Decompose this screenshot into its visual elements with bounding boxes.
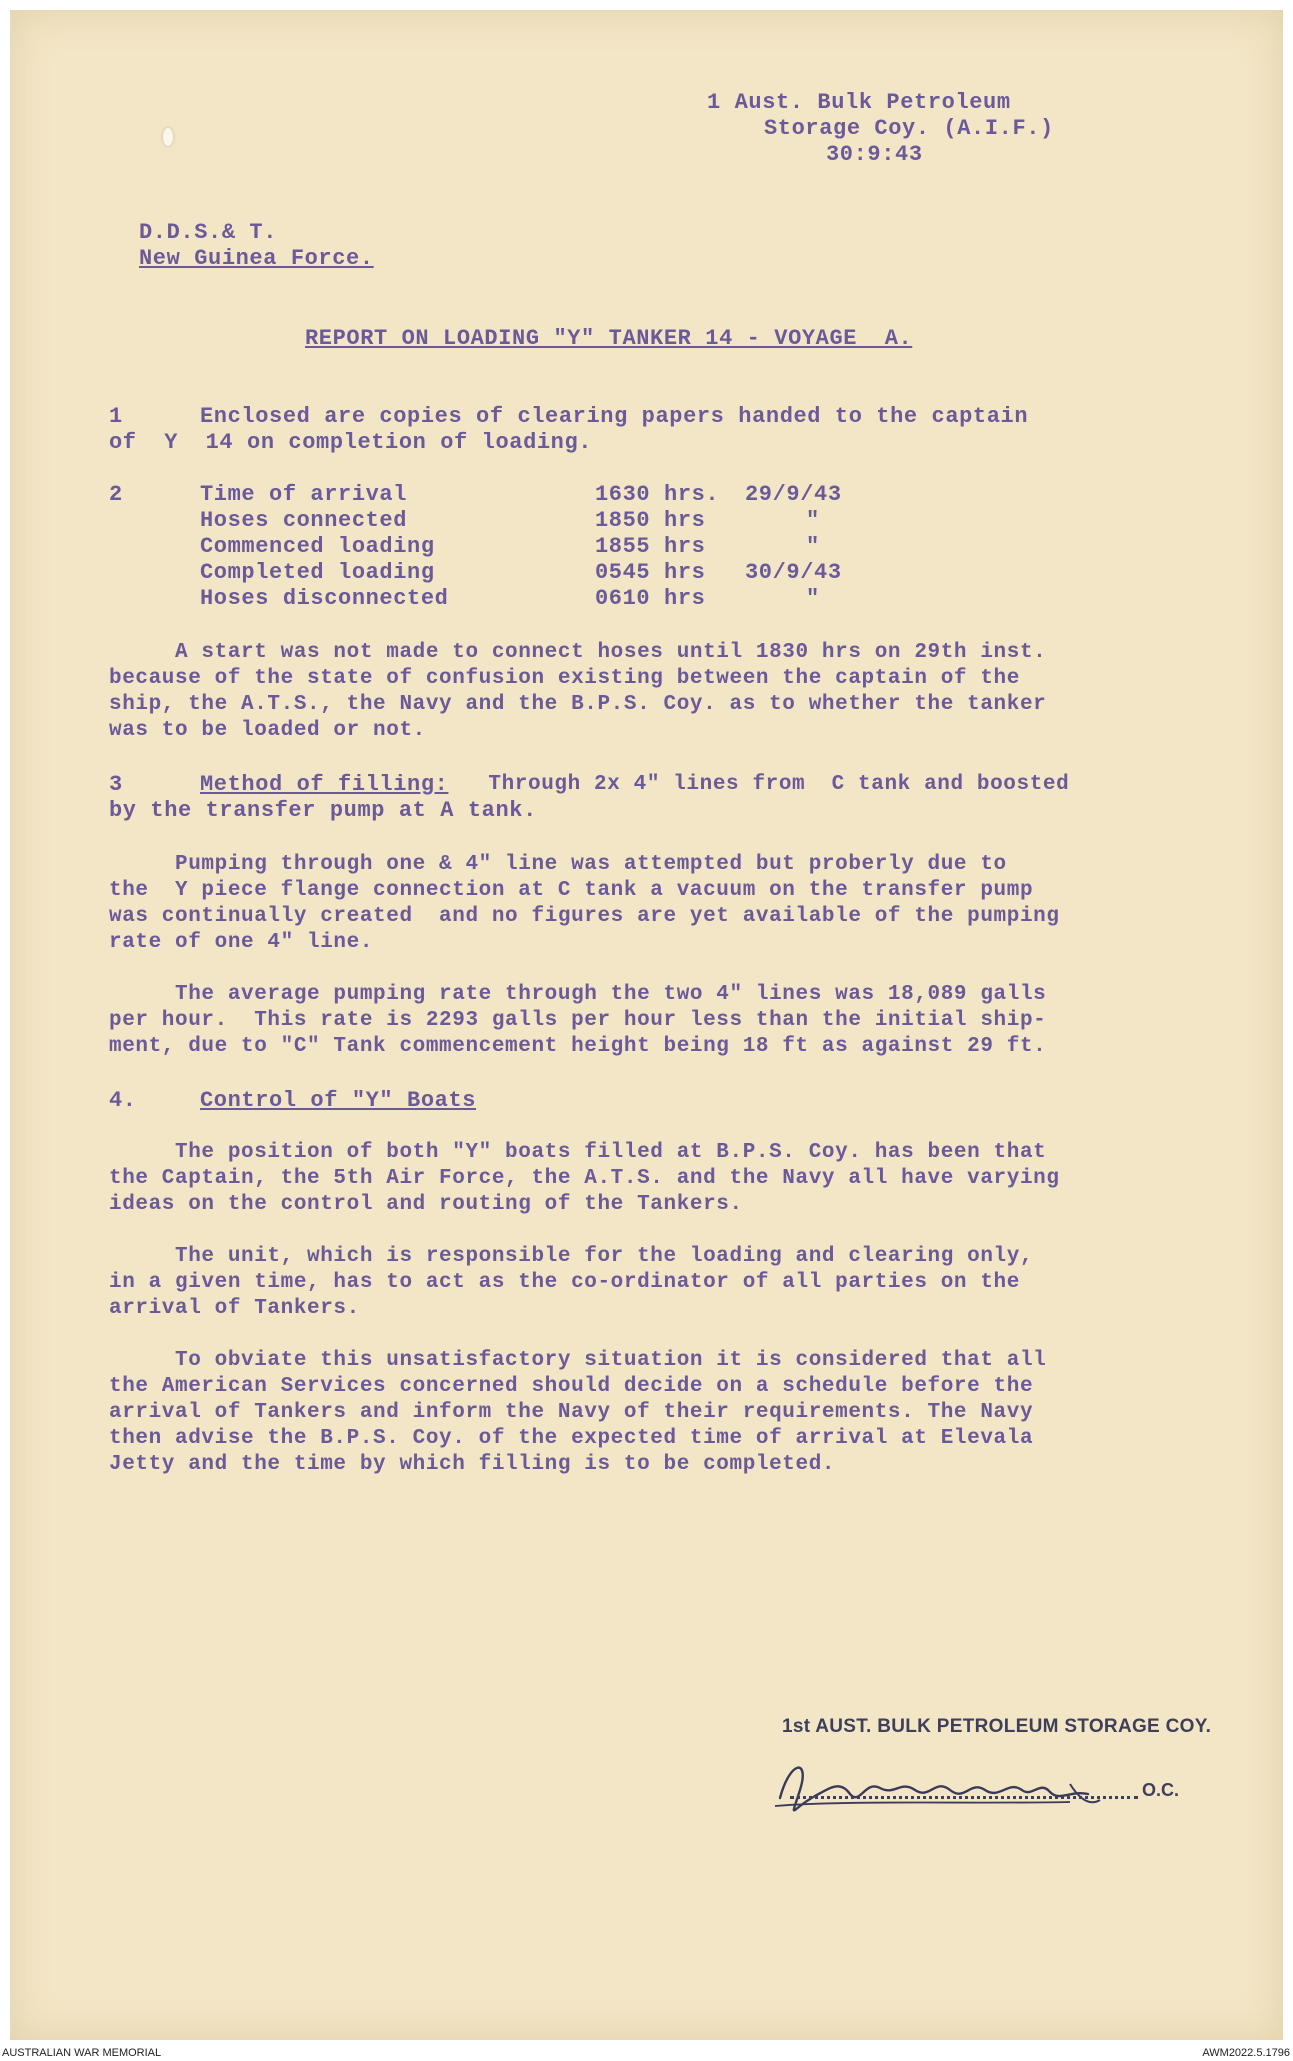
recipient-line-2: New Guinea Force. <box>139 246 374 271</box>
signature-dotted-line <box>790 1796 1138 1799</box>
section-3-heading-rest: Through 2x 4" lines from C tank and boosted <box>462 773 1070 796</box>
section-4-para-3-line: arrival of Tankers and inform the Navy of their requirements. The Navy <box>109 1401 1034 1424</box>
section-4-heading: Control of "Y" Boats <box>200 1088 477 1113</box>
punch-hole <box>163 128 173 146</box>
section-4-para-2-line: arrival of Tankers. <box>109 1297 360 1320</box>
table-row-date: " <box>806 534 820 559</box>
table-row-label: Hoses disconnected <box>200 586 449 611</box>
section-3-para-1-line: rate of one 4" line. <box>109 931 374 954</box>
table-row-label: Completed loading <box>200 560 435 585</box>
unit-stamp: 1st AUST. BULK PETROLEUM STORAGE COY. <box>782 1716 1212 1737</box>
section-2-note-line: A start was not made to connect hoses until 1830 hrs on 29th inst. <box>109 641 1047 664</box>
table-row-date: " <box>806 508 820 533</box>
table-row-date: 30/9/43 <box>745 560 842 585</box>
section-4-para-3-line: To obviate this unsatisfactory situation it is considered that all <box>109 1349 1047 1372</box>
section-3-line-2: by the transfer pump at A tank. <box>109 798 537 823</box>
sender-date: 30:9:43 <box>826 142 923 167</box>
sender-line-1: 1 Aust. Bulk Petroleum <box>707 90 1011 115</box>
section-2-note-line: was to be loaded or not. <box>109 719 426 742</box>
report-title: REPORT ON LOADING "Y" TANKER 14 - VOYAGE A. <box>305 326 913 351</box>
section-1-number: 1 <box>109 404 123 429</box>
table-row-label: Commenced loading <box>200 534 435 559</box>
section-4-para-1-line: ideas on the control and routing of the Tankers. <box>109 1193 743 1216</box>
table-row-time: 1850 hrs <box>595 508 706 533</box>
section-2-note-line: ship, the A.T.S., the Navy and the B.P.S. Coy. as to whether the tanker <box>109 693 1047 716</box>
section-1-line-2: of Y 14 on completion of loading. <box>109 430 593 455</box>
table-row-time: 1855 hrs <box>595 534 706 559</box>
table-row-label: Hoses connected <box>200 508 408 533</box>
section-4-para-3-line: the American Services concerned should decide on a schedule before the <box>109 1375 1034 1398</box>
recipient-line-1: D.D.S.& T. <box>139 220 278 245</box>
footer-right: AWM2022.5.1796 <box>1202 2047 1290 2059</box>
section-4-para-3-line: Jetty and the time by which filling is to be completed. <box>109 1453 836 1476</box>
section-4-para-1-line: The position of both "Y" boats filled at B.P.S. Coy. has been that <box>109 1141 1047 1164</box>
section-4-para-3-line: then advise the B.P.S. Coy. of the expected time of arrival at Elevala <box>109 1427 1034 1450</box>
table-row-time: 0545 hrs <box>595 560 706 585</box>
section-4-para-1-line: the Captain, the 5th Air Force, the A.T.S. and the Navy all have varying <box>109 1167 1060 1190</box>
section-3-number: 3 <box>109 772 123 797</box>
section-1-line-1: Enclosed are copies of clearing papers handed to the captain <box>200 404 1029 429</box>
section-3-para-2-line: The average pumping rate through the two 4" lines was 18,089 galls <box>109 983 1047 1006</box>
table-row-label: Time of arrival <box>200 482 408 507</box>
section-3-para-2-line: per hour. This rate is 2293 galls per hour less than the initial ship- <box>109 1009 1047 1032</box>
section-2-note-line: because of the state of confusion existing between the captain of the <box>109 667 1020 690</box>
document-page <box>10 10 1283 2040</box>
table-row-date: 29/9/43 <box>745 482 842 507</box>
section-3-para-1-line: was continually created and no figures are yet available of the pumping <box>109 905 1060 928</box>
section-4-para-2-line: in a given time, has to act as the co-ordinator of all parties on the <box>109 1271 1020 1294</box>
section-3-para-2-line: ment, due to "C" Tank commencement height being 18 ft as against 29 ft. <box>109 1035 1047 1058</box>
table-row-date: " <box>806 586 820 611</box>
signature <box>770 1750 1150 1822</box>
section-3-heading: Method of filling: <box>200 772 449 797</box>
section-2-number: 2 <box>109 482 123 507</box>
table-row-time: 0610 hrs <box>595 586 706 611</box>
table-row-time: 1630 hrs. <box>595 482 720 507</box>
oc-label: O.C. <box>1142 1780 1180 1800</box>
section-4-para-2-line: The unit, which is responsible for the loading and clearing only, <box>109 1245 1034 1268</box>
section-3-para-1-line: Pumping through one & 4" line was attempted but proberly due to <box>109 853 1007 876</box>
section-4-number: 4. <box>109 1088 137 1113</box>
footer-left: AUSTRALIAN WAR MEMORIAL <box>2 2047 162 2059</box>
section-3-para-1-line: the Y piece flange connection at C tank a vacuum on the transfer pump <box>109 879 1034 902</box>
sender-line-2: Storage Coy. (A.I.F.) <box>764 116 1054 141</box>
